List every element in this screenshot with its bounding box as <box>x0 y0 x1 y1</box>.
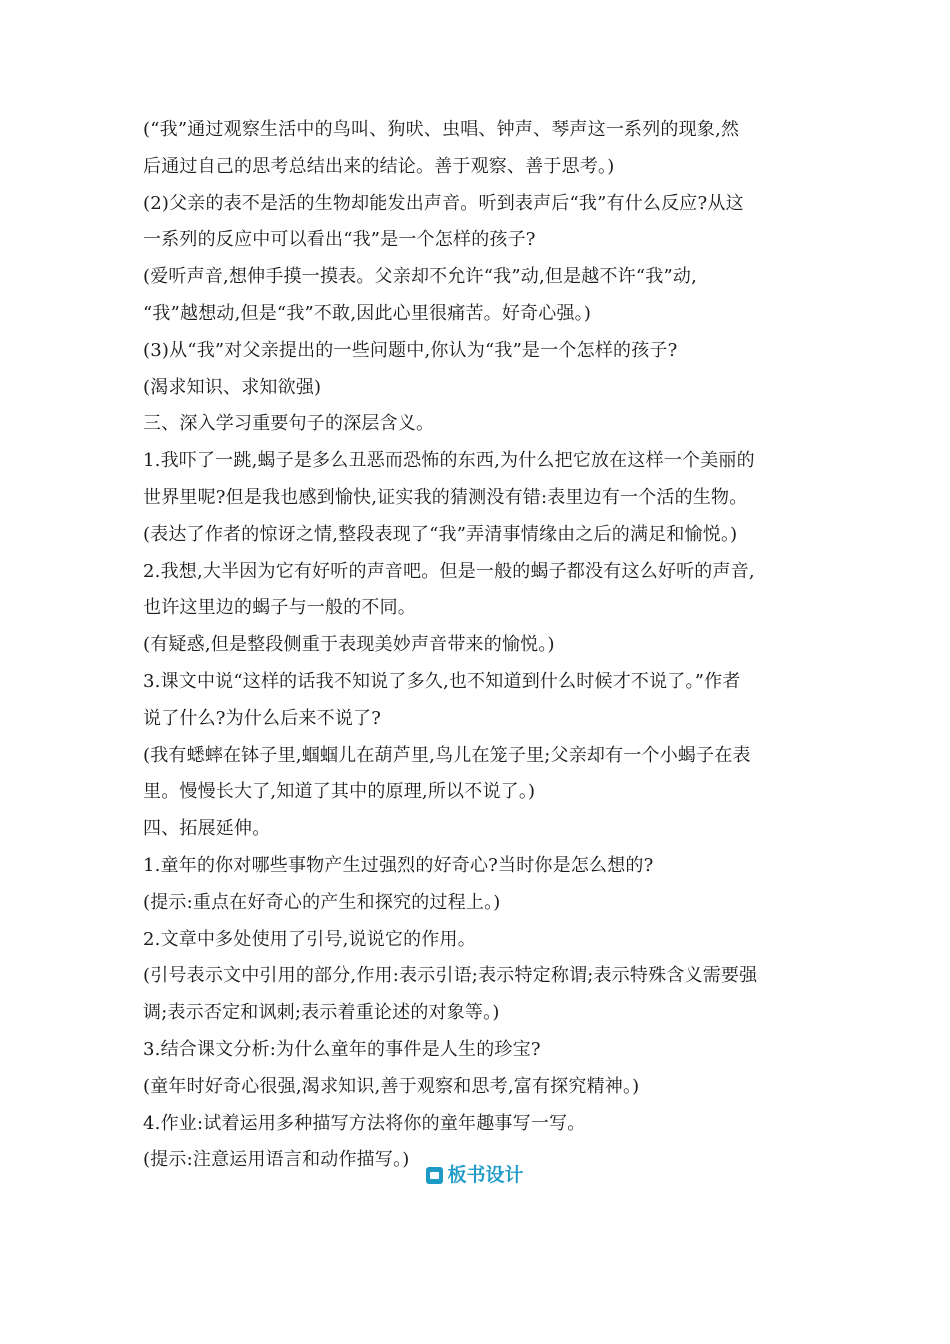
text-line: (我有蟋蟀在钵子里,蝈蝈儿在葫芦里,鸟儿在笼子里;父亲却有一个小蝎子在表 <box>143 744 751 766</box>
text-line: 2.我想,大半因为它有好听的声音吧。但是一般的蝎子都没有这么好听的声音, <box>143 560 755 582</box>
text-line: 4.作业:试着运用多种描写方法将你的童年趣事写一写。 <box>143 1112 586 1134</box>
board-design-label: 板书设计 <box>447 1164 524 1186</box>
text-line: 2.文章中多处使用了引号,说说它的作用。 <box>143 928 476 950</box>
text-line: (提示:注意运用语言和动作描写。) <box>143 1149 410 1171</box>
text-line: 调;表示否定和讽刺;表示着重论述的对象等。) <box>143 1002 500 1024</box>
text-line: (童年时好奇心很强,渴求知识,善于观察和思考,富有探究精神。) <box>143 1075 640 1097</box>
text-line: 3.结合课文分析:为什么童年的事件是人生的珍宝? <box>143 1038 541 1060</box>
text-line: (提示:重点在好奇心的产生和探究的过程上。) <box>143 891 501 913</box>
text-line: 也许这里边的蝎子与一般的不同。 <box>143 597 416 619</box>
text-line: 里。慢慢长大了,知道了其中的原理,所以不说了。) <box>143 781 536 803</box>
text-line: 说了什么?为什么后来不说了? <box>143 707 382 729</box>
board-design-heading <box>426 1160 523 1190</box>
text-line: (渴求知识、求知欲强) <box>143 376 322 398</box>
text-line: (有疑惑,但是整段侧重于表现美妙声音带来的愉悦。) <box>143 634 555 656</box>
text-line: (爱听声音,想伸手摸一摸表。父亲却不允许“我”动,但是越不许“我”动, <box>143 266 697 288</box>
text-line: 1.我吓了一跳,蝎子是多么丑恶而恐怖的东西,为什么把它放在这样一个美丽的 <box>143 450 755 472</box>
board-design-heading-wrap <box>0 1160 950 1190</box>
text-line: (“我”通过观察生活中的鸟叫、狗吠、虫唱、钟声、琴声这一系列的现象,然 <box>143 119 740 140</box>
text-line: 后通过自己的思考总结出来的结论。善于观察、善于思考。) <box>143 155 615 177</box>
text-line: “我”越想动,但是“我”不敢,因此心里很痛苦。好奇心强。) <box>143 302 592 324</box>
section-title: 四、拓展延伸。 <box>143 818 271 840</box>
text-line: 3.课文中说“这样的话我不知说了多久,也不知道到什么时候才不说了。”作者 <box>143 670 741 692</box>
section-title: 三、深入学习重要句子的深层含义。 <box>143 413 435 435</box>
text-line: 一系列的反应中可以看出“我”是一个怎样的孩子? <box>143 229 536 251</box>
board-icon <box>426 1167 443 1184</box>
text-line: (3)从“我”对父亲提出的一些问题中,你认为“我”是一个怎样的孩子? <box>143 339 678 361</box>
text-line: (引号表示文中引用的部分,作用:表示引语;表示特定称谓;表示特殊含义需要强 <box>143 965 758 987</box>
text-line: (表达了作者的惊讶之情,整段表现了“我”弄清事情缘由之后的满足和愉悦。) <box>143 523 738 545</box>
text-line: (2)父亲的表不是活的生物却能发出声音。听到表声后“我”有什么反应?从这 <box>143 192 744 214</box>
text-line: 世界里呢?但是我也感到愉快,证实我的猜测没有错:表里边有一个活的生物。 <box>143 486 748 508</box>
body-text <box>143 112 813 1179</box>
text-line: 1.童年的你对哪些事物产生过强烈的好奇心?当时你是怎么想的? <box>143 854 654 876</box>
